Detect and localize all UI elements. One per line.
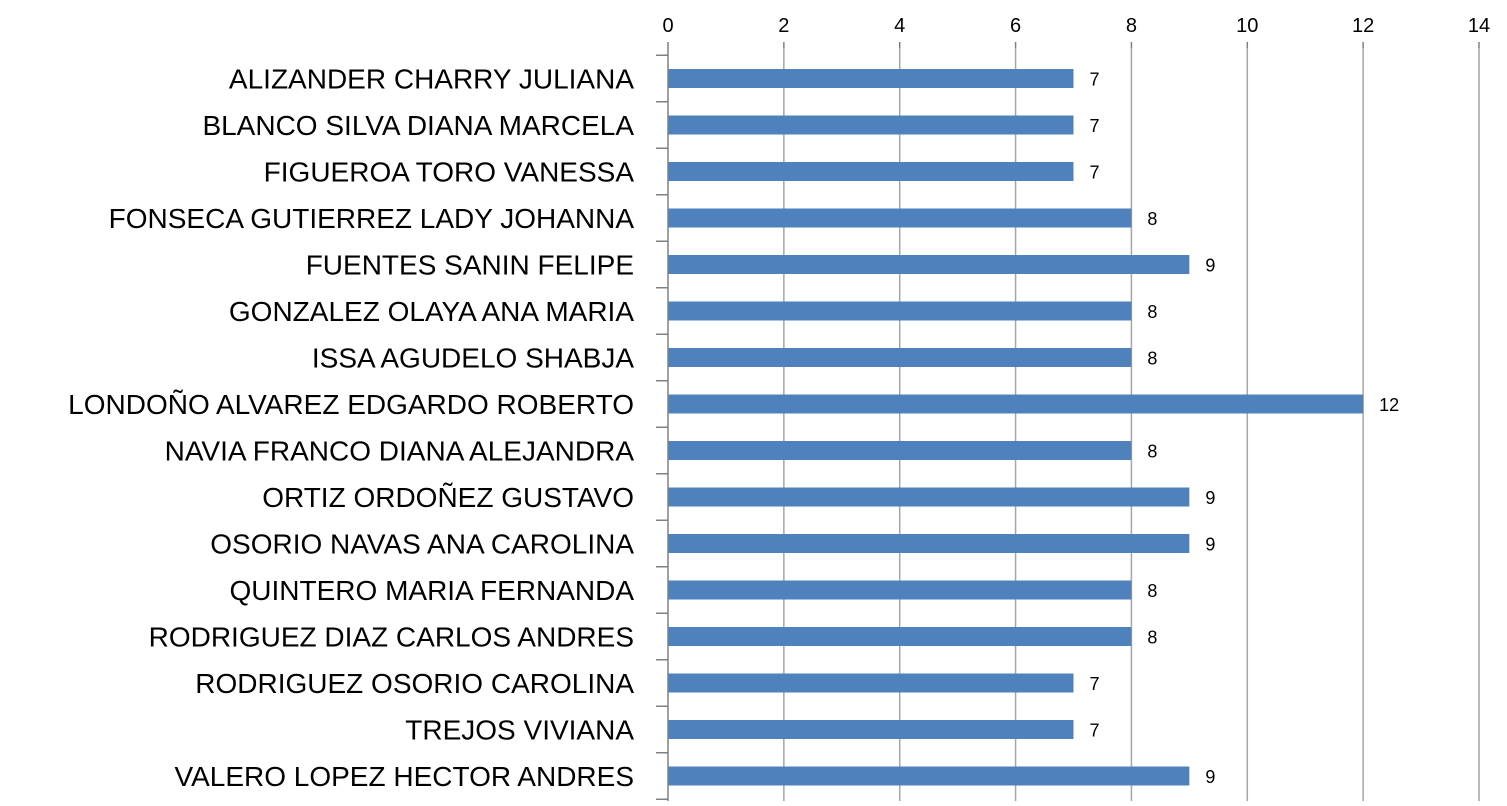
data-labels — [1090, 70, 1400, 788]
value-axis-ticks — [662, 15, 1490, 48]
bar — [668, 116, 1074, 135]
data-label: 7 — [1089, 720, 1100, 741]
category-label: QUINTERO MARIA FERNANDA — [229, 575, 634, 606]
data-label: 8 — [1147, 627, 1158, 648]
data-label: 7 — [1089, 116, 1100, 136]
category-label: FUENTES SANIN FELIPE — [305, 249, 634, 281]
category-label: TREJOS VIVIANA — [405, 714, 634, 746]
bar — [668, 534, 1189, 553]
x-tick-label: 14 — [1467, 15, 1491, 37]
data-label: 8 — [1147, 209, 1158, 229]
x-tick-label: 6 — [1010, 15, 1022, 37]
category-label: FIGUEROA TORO VANESSA — [263, 156, 634, 188]
bar — [668, 674, 1074, 693]
data-label: 9 — [1205, 488, 1216, 508]
category-label: ALIZANDER CHARRY JULIANA — [228, 63, 634, 95]
bar — [668, 69, 1074, 88]
bar — [668, 720, 1074, 739]
category-label: GONZALEZ OLAYA ANA MARIA — [228, 296, 634, 327]
bar — [668, 488, 1189, 507]
category-label: BLANCO SILVA DIANA MARCELA — [202, 110, 634, 141]
bar — [668, 162, 1074, 181]
bar — [668, 302, 1131, 321]
category-label: FONSECA GUTIERREZ LADY JOHANNA — [108, 203, 634, 234]
data-label: 8 — [1147, 348, 1158, 369]
x-tick-label: 2 — [778, 15, 790, 37]
bar — [668, 395, 1363, 414]
data-label: 8 — [1147, 581, 1158, 601]
category-label: RODRIGUEZ DIAZ CARLOS ANDRES — [148, 621, 634, 653]
x-tick-label: 0 — [662, 15, 674, 37]
data-label: 8 — [1147, 302, 1158, 322]
data-label: 9 — [1205, 767, 1216, 787]
data-label: 9 — [1205, 255, 1216, 276]
bar — [668, 441, 1131, 460]
x-tick-label: 12 — [1352, 15, 1375, 37]
bar — [668, 255, 1189, 274]
category-axis — [656, 48, 668, 801]
x-tick-label: 10 — [1236, 15, 1259, 37]
data-label: 8 — [1147, 441, 1158, 462]
category-label: NAVIA FRANCO DIANA ALEJANDRA — [164, 435, 634, 467]
bar — [668, 767, 1189, 786]
category-label: LONDOÑO ALVAREZ EDGARDO ROBERTO — [68, 389, 634, 420]
bar — [668, 348, 1131, 367]
category-labels — [68, 64, 634, 793]
category-label: ORTIZ ORDOÑEZ GUSTAVO — [262, 482, 634, 513]
bar — [668, 581, 1131, 600]
bar — [668, 627, 1131, 646]
category-label: RODRIGUEZ OSORIO CAROLINA — [195, 668, 634, 699]
data-label: 7 — [1089, 69, 1100, 90]
x-tick-label: 8 — [1125, 15, 1137, 37]
data-label: 9 — [1205, 534, 1216, 555]
data-label: 12 — [1379, 395, 1400, 415]
category-label: VALERO LOPEZ HECTOR ANDRES — [174, 761, 634, 792]
data-label: 7 — [1089, 162, 1100, 183]
bar — [668, 209, 1131, 228]
x-tick-label: 4 — [894, 15, 906, 37]
data-label: 7 — [1089, 674, 1100, 694]
category-label: OSORIO NAVAS ANA CAROLINA — [210, 528, 634, 560]
category-label: ISSA AGUDELO SHABJA — [311, 342, 634, 374]
